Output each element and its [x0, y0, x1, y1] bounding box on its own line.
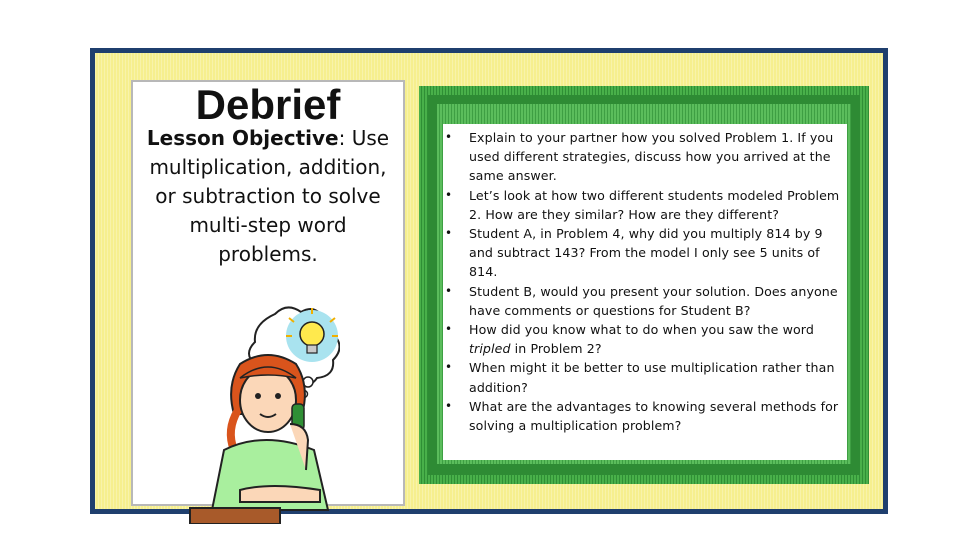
slide-title: Debrief: [195, 81, 341, 128]
objective-colon: :: [338, 126, 346, 150]
bullet-icon: •: [445, 398, 453, 413]
bullet-icon: •: [445, 226, 453, 241]
bullet-icon: •: [445, 322, 453, 337]
list-item: • How did you know what to do when you saw the word tripled in Problem 2?: [445, 322, 814, 357]
objective-label: Lesson Objective: [146, 126, 339, 150]
list-item: • Student A, in Problem 4, why did you multiply 814 by 9 and subtract 143? From the model I only see 5 units of 814.: [445, 226, 823, 280]
bullet-icon: •: [445, 360, 453, 375]
girl-on-phone-with-lightbulb-thought-icon: [180, 300, 340, 524]
bullet-icon: •: [445, 130, 453, 144]
bullet-icon: •: [445, 283, 453, 298]
list-item: • Let’s look at how two different students modeled Problem 2. How are they similar? How are they different?: [445, 187, 840, 222]
list-item: • Explain to your partner how you solved Problem 1. If you used different strategies, discuss how you arrived at the same answer.: [445, 130, 834, 184]
emphasized-word: tripled: [469, 341, 511, 357]
list-item: • When might it be better to use multiplication rather than addition?: [445, 360, 835, 395]
discussion-questions-list: [440, 128, 850, 435]
bullet-icon: •: [445, 187, 453, 202]
objective-text: Use multiplication, addition, or subtraction to solve multi-step word problems.: [149, 126, 390, 266]
list-item: • Student B, would you present your solution. Does anyone have comments or questions for Student B?: [445, 283, 838, 318]
lesson-objective: [145, 124, 391, 269]
list-item: • What are the advantages to knowing several methods for solving a multiplication problem?: [445, 398, 839, 434]
